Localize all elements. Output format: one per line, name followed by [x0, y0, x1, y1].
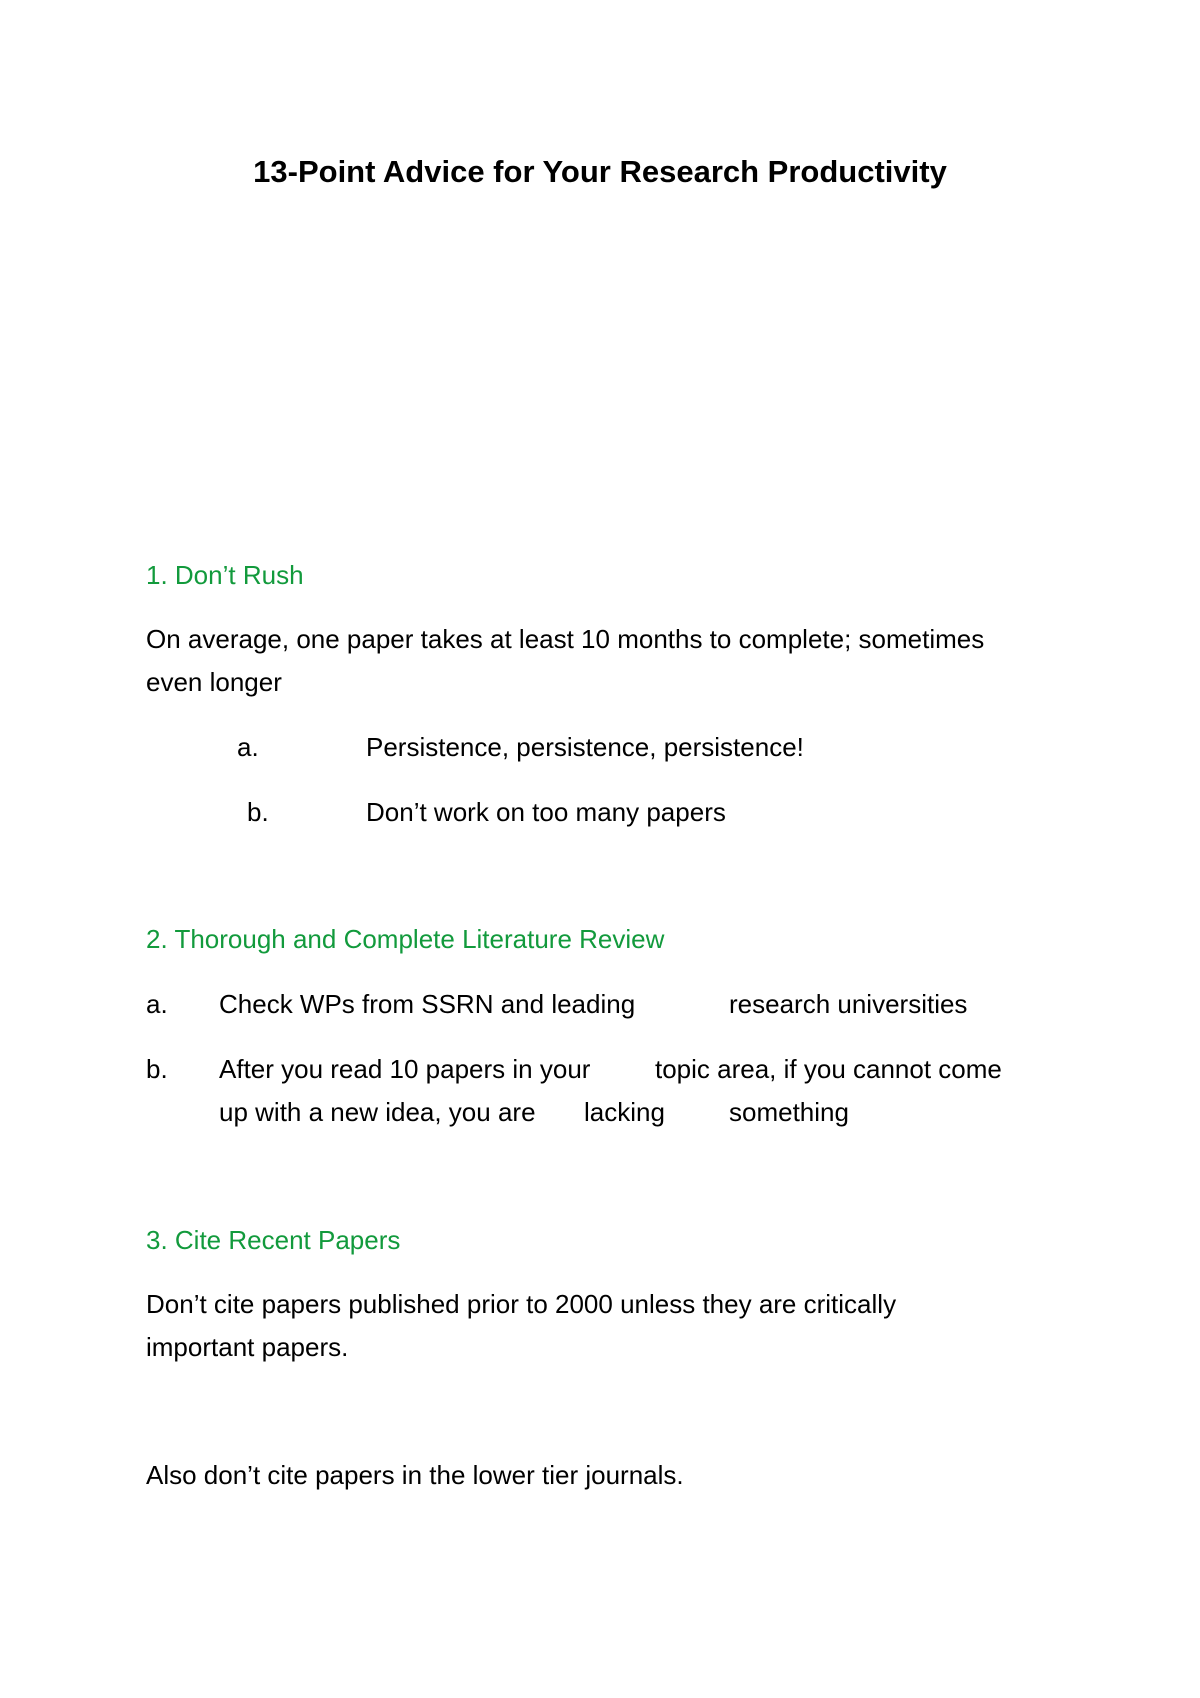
list-item-text: Don’t work on too many papers [366, 797, 726, 827]
page-title: 13-Point Advice for Your Research Productivity [253, 154, 947, 189]
list-item-text-part: up with a new idea, you are [219, 1097, 536, 1127]
list-item-text-part: something [729, 1097, 849, 1127]
list-marker: a. [146, 989, 168, 1019]
section-2-item-a [0, 983, 1200, 1026]
section-1-item-a [0, 726, 1200, 769]
list-item-text-part: research universities [729, 989, 968, 1019]
section-3-paragraph-line-3: Also don’t cite papers in the lower tier journals. [146, 1460, 684, 1490]
section-3-paragraph-line-2: important papers. [146, 1332, 349, 1362]
section-2-item-b [0, 1048, 1200, 1134]
list-item-text-part: Check WPs from SSRN and leading [219, 989, 636, 1019]
list-marker: b. [247, 797, 269, 827]
section-1-heading: 1. Don’t Rush [146, 560, 304, 590]
list-marker: b. [146, 1054, 168, 1084]
section-3-paragraph-line-1: Don’t cite papers published prior to 2000 unless they are critically [146, 1289, 897, 1319]
list-item-text-part: After you read 10 papers in your [219, 1054, 591, 1084]
section-1-paragraph-line-2: even longer [146, 667, 282, 697]
list-marker: a. [237, 732, 259, 762]
section-3-heading: 3. Cite Recent Papers [146, 1225, 401, 1255]
section-1-paragraph-line-1: On average, one paper takes at least 10 months to complete; sometimes [146, 624, 985, 654]
section-1-item-b [0, 791, 1200, 834]
list-item-text-part: topic area, if you cannot come [655, 1054, 1002, 1084]
list-item-text-part: lacking [584, 1097, 665, 1127]
list-item-text: Persistence, persistence, persistence! [366, 732, 804, 762]
section-2-heading: 2. Thorough and Complete Literature Review [146, 924, 665, 954]
